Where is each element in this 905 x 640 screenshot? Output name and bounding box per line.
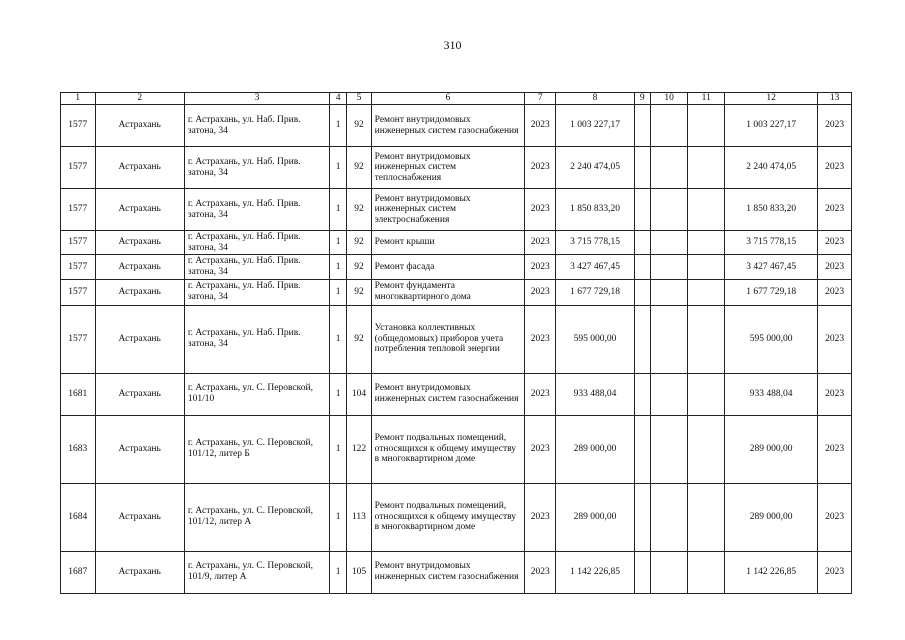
cell-cost: 1 003 227,17 [556,105,634,147]
cell-total: 595 000,00 [724,305,817,373]
cell-number: 1577 [61,105,96,147]
cell-cost: 933 488,04 [556,373,634,415]
cell-col9 [634,415,650,483]
cell-col10 [650,105,688,147]
cell-total: 933 488,04 [724,373,817,415]
cell-year: 2023 [524,551,555,593]
cell-year-end: 2023 [818,373,852,415]
cell-col9 [634,147,650,189]
cell-cost: 289 000,00 [556,415,634,483]
cell-city: Астрахань [95,105,184,147]
cell-work-type: Ремонт фасада [371,255,524,279]
cell-col11 [688,147,725,189]
cell-col11 [688,373,725,415]
header-cell: 3 [184,93,329,105]
cell-address: г. Астрахань, ул. С. Перовской, 101/12, литер А [184,483,329,551]
table-body [61,93,852,594]
cell-cost: 3 715 778,15 [556,231,634,255]
cell-work-type: Ремонт внутридомовых инженерных систем электроснабжения [371,189,524,231]
cell-col5: 92 [347,279,371,305]
cell-col11 [688,415,725,483]
cell-city: Астрахань [95,373,184,415]
cell-year-end: 2023 [818,415,852,483]
cell-col5: 105 [347,551,371,593]
cell-address: г. Астрахань, ул. С. Перовской, 101/9, литер А [184,551,329,593]
cell-col4: 1 [330,105,347,147]
cell-col4: 1 [330,551,347,593]
cell-cost: 3 427 467,45 [556,255,634,279]
cell-work-type: Ремонт внутридомовых инженерных систем газоснабжения [371,551,524,593]
cell-total: 3 715 778,15 [724,231,817,255]
register-table [60,92,852,594]
column-number-row [61,93,852,105]
cell-cost: 289 000,00 [556,483,634,551]
cell-address: г. Астрахань, ул. С. Перовской, 101/12, литер Б [184,415,329,483]
cell-col10 [650,415,688,483]
cell-number: 1577 [61,305,96,373]
cell-work-type: Ремонт крыши [371,231,524,255]
cell-col10 [650,279,688,305]
table-row [61,551,852,593]
cell-city: Астрахань [95,305,184,373]
table-row [61,415,852,483]
cell-year: 2023 [524,305,555,373]
cell-year: 2023 [524,147,555,189]
cell-col4: 1 [330,255,347,279]
cell-work-type: Ремонт подвальных помещений, относящихся к общему имуществу в многоквартирном доме [371,483,524,551]
cell-total: 2 240 474,05 [724,147,817,189]
cell-year: 2023 [524,105,555,147]
cell-address: г. Астрахань, ул. Наб. Прив. затона, 34 [184,105,329,147]
cell-work-type: Ремонт внутридомовых инженерных систем газоснабжения [371,105,524,147]
cell-col11 [688,105,725,147]
cell-year-end: 2023 [818,147,852,189]
cell-year-end: 2023 [818,305,852,373]
cell-work-type: Установка коллективных (общедомовых) приборов учета потребления тепловой энергии [371,305,524,373]
header-cell: 6 [371,93,524,105]
cell-col4: 1 [330,483,347,551]
cell-year-end: 2023 [818,231,852,255]
cell-year: 2023 [524,373,555,415]
cell-col9 [634,105,650,147]
cell-cost: 595 000,00 [556,305,634,373]
cell-col5: 122 [347,415,371,483]
cell-number: 1683 [61,415,96,483]
cell-col4: 1 [330,231,347,255]
cell-col11 [688,255,725,279]
cell-total: 1 850 833,20 [724,189,817,231]
table-row [61,147,852,189]
cell-year-end: 2023 [818,551,852,593]
header-cell: 9 [634,93,650,105]
cell-col5: 92 [347,147,371,189]
cell-city: Астрахань [95,415,184,483]
cell-number: 1577 [61,147,96,189]
cell-col5: 113 [347,483,371,551]
table-row [61,189,852,231]
cell-city: Астрахань [95,231,184,255]
cell-col9 [634,373,650,415]
cell-col4: 1 [330,189,347,231]
cell-col10 [650,373,688,415]
cell-year: 2023 [524,279,555,305]
cell-col11 [688,483,725,551]
cell-total: 289 000,00 [724,483,817,551]
cell-col5: 92 [347,231,371,255]
cell-col10 [650,305,688,373]
cell-col10 [650,255,688,279]
cell-number: 1577 [61,189,96,231]
cell-year: 2023 [524,415,555,483]
cell-address: г. Астрахань, ул. Наб. Прив. затона, 34 [184,279,329,305]
cell-col10 [650,189,688,231]
cell-year: 2023 [524,483,555,551]
cell-col11 [688,189,725,231]
cell-col10 [650,551,688,593]
cell-col11 [688,305,725,373]
table-row [61,279,852,305]
header-cell: 4 [330,93,347,105]
cell-year: 2023 [524,231,555,255]
cell-cost: 1 677 729,18 [556,279,634,305]
cell-col4: 1 [330,305,347,373]
header-cell: 5 [347,93,371,105]
cell-year-end: 2023 [818,255,852,279]
cell-col9 [634,189,650,231]
table-row [61,483,852,551]
cell-col5: 92 [347,305,371,373]
page-number: 310 [443,38,462,52]
cell-city: Астрахань [95,483,184,551]
cell-col5: 104 [347,373,371,415]
cell-total: 1 677 729,18 [724,279,817,305]
cell-city: Астрахань [95,189,184,231]
cell-cost: 2 240 474,05 [556,147,634,189]
cell-address: г. Астрахань, ул. С. Перовской, 101/10 [184,373,329,415]
cell-total: 289 000,00 [724,415,817,483]
cell-col10 [650,231,688,255]
header-cell: 10 [650,93,688,105]
cell-col4: 1 [330,415,347,483]
cell-number: 1687 [61,551,96,593]
cell-city: Астрахань [95,255,184,279]
cell-number: 1681 [61,373,96,415]
table-row [61,105,852,147]
cell-year-end: 2023 [818,483,852,551]
cell-number: 1577 [61,231,96,255]
cell-col9 [634,279,650,305]
header-cell: 7 [524,93,555,105]
header-cell: 1 [61,93,96,105]
header-cell: 13 [818,93,852,105]
cell-year-end: 2023 [818,105,852,147]
cell-col5: 92 [347,255,371,279]
cell-address: г. Астрахань, ул. Наб. Прив. затона, 34 [184,255,329,279]
cell-col10 [650,483,688,551]
cell-col4: 1 [330,147,347,189]
cell-col4: 1 [330,279,347,305]
cell-city: Астрахань [95,147,184,189]
table-row [61,305,852,373]
cell-total: 1 142 226,85 [724,551,817,593]
cell-total: 1 003 227,17 [724,105,817,147]
cell-address: г. Астрахань, ул. Наб. Прив. затона, 34 [184,231,329,255]
cell-col11 [688,551,725,593]
cell-address: г. Астрахань, ул. Наб. Прив. затона, 34 [184,189,329,231]
cell-year: 2023 [524,189,555,231]
cell-col9 [634,305,650,373]
cell-number: 1684 [61,483,96,551]
cell-col9 [634,551,650,593]
cell-col4: 1 [330,373,347,415]
header-cell: 8 [556,93,634,105]
cell-year-end: 2023 [818,279,852,305]
cell-address: г. Астрахань, ул. Наб. Прив. затона, 34 [184,305,329,373]
cell-number: 1577 [61,255,96,279]
cell-col5: 92 [347,189,371,231]
cell-city: Астрахань [95,551,184,593]
cell-work-type: Ремонт фундамента многоквартирного дома [371,279,524,305]
cell-year: 2023 [524,255,555,279]
header-cell: 11 [688,93,725,105]
cell-col11 [688,231,725,255]
header-cell: 2 [95,93,184,105]
cell-number: 1577 [61,279,96,305]
cell-col5: 92 [347,105,371,147]
cell-cost: 1 142 226,85 [556,551,634,593]
cell-col9 [634,255,650,279]
table-row [61,255,852,279]
cell-col9 [634,231,650,255]
table-row [61,231,852,255]
cell-work-type: Ремонт подвальных помещений, относящихся к общему имуществу в многоквартирном доме [371,415,524,483]
table-row [61,373,852,415]
cell-address: г. Астрахань, ул. Наб. Прив. затона, 34 [184,147,329,189]
cell-cost: 1 850 833,20 [556,189,634,231]
cell-work-type: Ремонт внутридомовых инженерных систем газоснабжения [371,373,524,415]
cell-year-end: 2023 [818,189,852,231]
cell-city: Астрахань [95,279,184,305]
cell-col9 [634,483,650,551]
cell-total: 3 427 467,45 [724,255,817,279]
cell-col11 [688,279,725,305]
cell-col10 [650,147,688,189]
cell-work-type: Ремонт внутридомовых инженерных систем теплоснабжения [371,147,524,189]
header-cell: 12 [724,93,817,105]
